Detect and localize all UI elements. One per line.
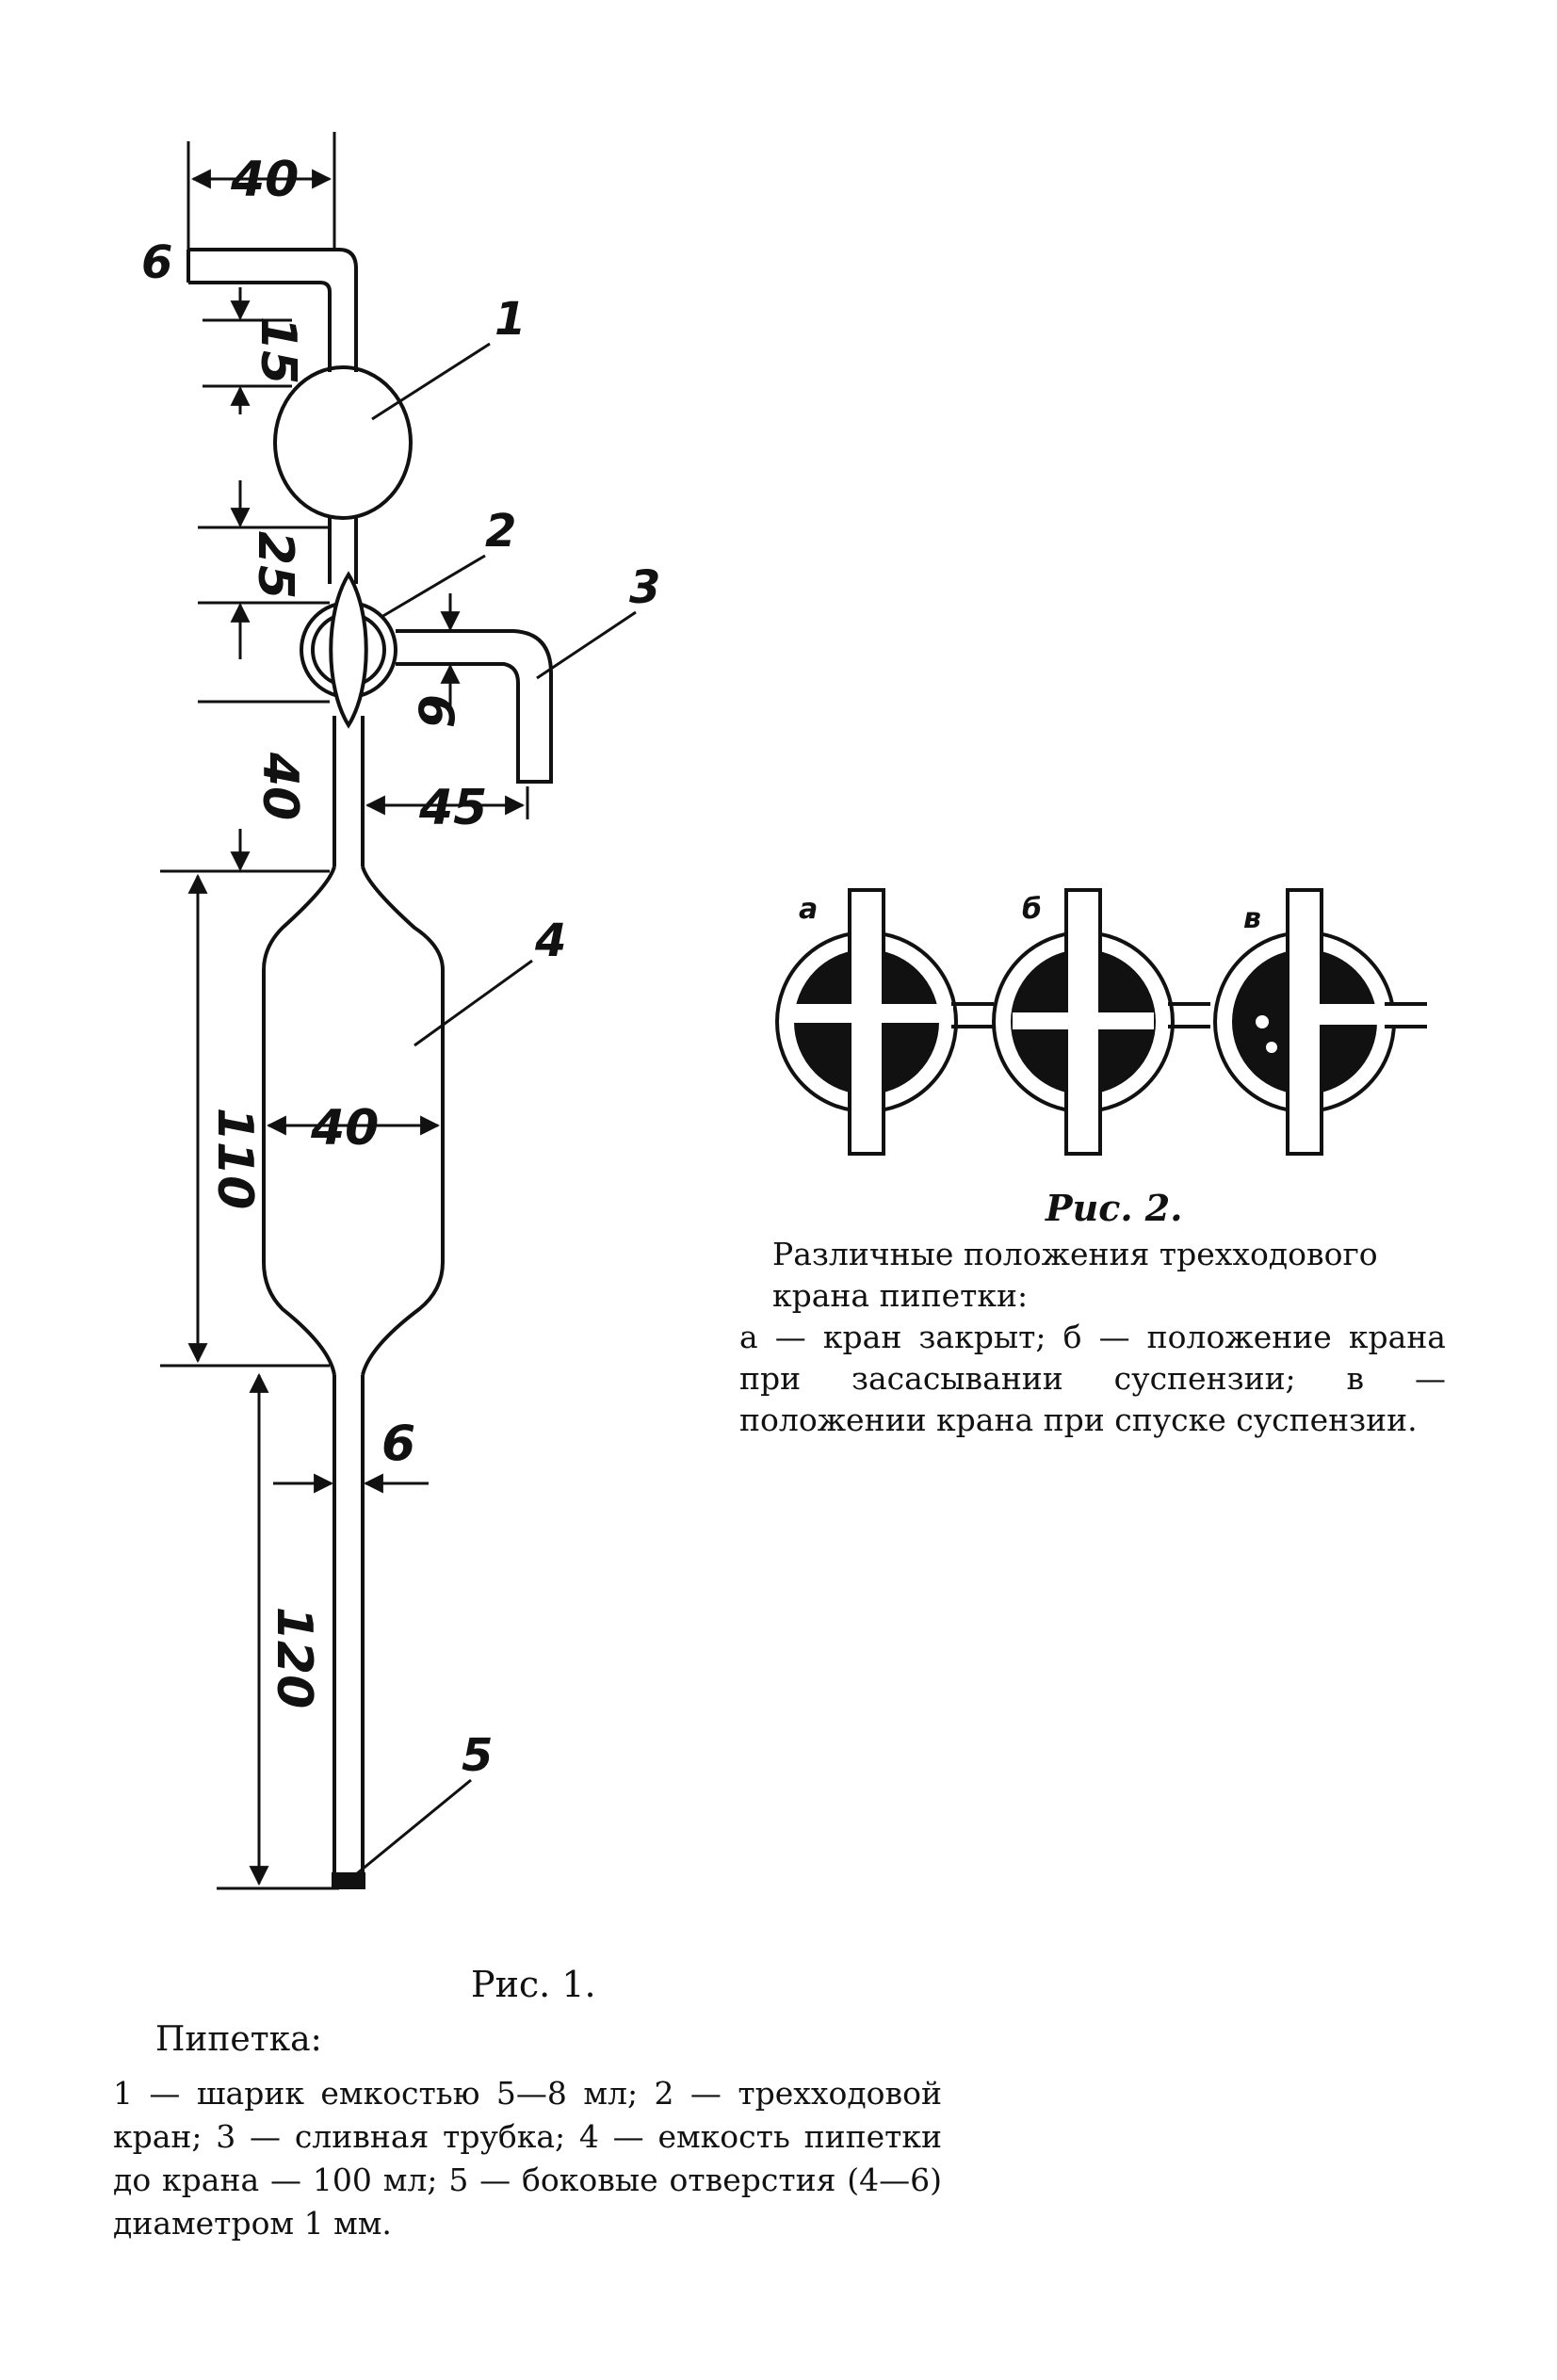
dim-label-6-side: 6 (407, 693, 463, 729)
dim-label-120: 120 (266, 1606, 322, 1709)
dimension-lines (160, 132, 527, 1888)
stopcock-position-a (777, 890, 994, 1154)
dim-label-110: 110 (206, 1107, 263, 1210)
callout-1: 1 (495, 293, 527, 346)
figure1-legend: 1 — шарик емкостью 5—8 мл; 2 — трехходовой кран; 3 — сливная трубка; 4 — емкость пипетки до крана — 100 мл; 5 — боковые отверстия (4—6) диаметром 1 мм. (113, 2075, 942, 2242)
figure1-caption: Рис. 1. (471, 1964, 596, 2005)
figure1-title: Пипетка: (155, 2020, 322, 2059)
figure2-legend: а — кран закрыт; б — положение крана при засасывании суспензии; в — положении крана при спуске суспензии. (739, 1319, 1446, 1438)
callout-2: 2 (485, 505, 517, 558)
callout-4: 4 (535, 915, 567, 967)
dim-label-40-width: 40 (311, 1100, 380, 1157)
sublabel-a: а (799, 893, 819, 926)
dim-label-6-tube: 6 (381, 1416, 416, 1472)
pipette-outline (188, 250, 553, 1888)
dim-label-40-mid: 40 (251, 752, 308, 821)
sublabel-b: б (1022, 893, 1042, 926)
figure2-caption: Рис. 2. (1046, 1187, 1183, 1229)
dim-label-25: 25 (247, 530, 303, 600)
callout-6: 6 (141, 236, 173, 289)
dim-label-45: 45 (419, 780, 488, 836)
stopcock-position-b (994, 890, 1210, 1154)
dim-label-40-top: 40 (231, 152, 300, 208)
dim-label-15: 15 (250, 316, 306, 385)
figure2-title: Различные положения трехходового крана пипетки: (772, 1236, 1378, 1314)
sublabel-v: в (1243, 902, 1261, 935)
callout-3: 3 (629, 561, 661, 614)
callouts (350, 344, 636, 1879)
callout-labels (141, 236, 660, 1782)
callout-5: 5 (462, 1729, 494, 1782)
